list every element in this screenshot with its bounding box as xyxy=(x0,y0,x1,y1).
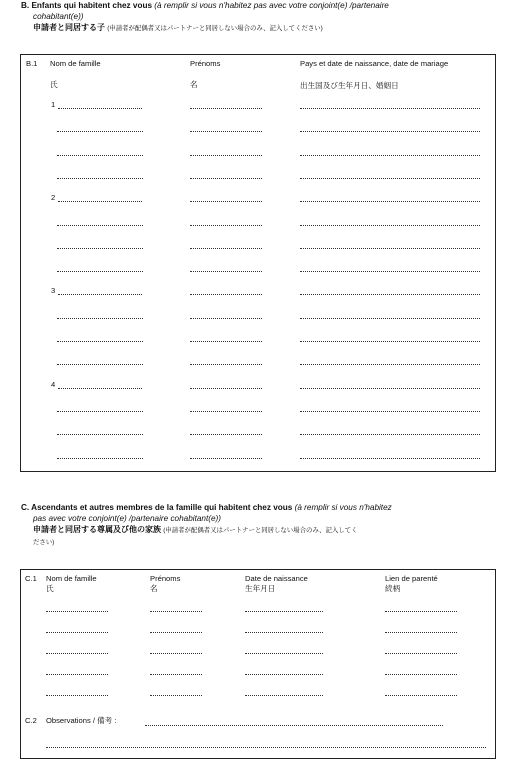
section-c-title-italic-cont: pas avec votre conjoint(e) /partenaire cohabitant(e)) xyxy=(33,514,221,523)
b-prenoms-field-1-3[interactable] xyxy=(190,155,262,156)
b-prenoms-field-4-1[interactable] xyxy=(190,388,262,389)
b-nom-field-2-1[interactable] xyxy=(58,201,142,202)
c-lien-field-4[interactable] xyxy=(385,674,457,675)
section-c-heading xyxy=(21,502,499,548)
observations-field-2[interactable] xyxy=(46,747,486,748)
section-c2-code: C.2 xyxy=(25,716,37,725)
section-c1-code: C.1 xyxy=(25,574,37,583)
b-pays-field-2-3[interactable] xyxy=(300,248,480,249)
entry-number-2: 2 xyxy=(51,193,56,203)
b-pays-field-3-3[interactable] xyxy=(300,341,480,342)
b-pays-field-3-2[interactable] xyxy=(300,318,480,319)
c-prenoms-field-2[interactable] xyxy=(150,632,202,633)
b-pays-field-1-3[interactable] xyxy=(300,155,480,156)
section-c-title-jp-bold: 申請者と同居する尊属及び他の家族 xyxy=(33,525,161,534)
b-prenoms-field-2-4[interactable] xyxy=(190,271,262,272)
section-c-col-prenoms-jp: 名 xyxy=(150,584,158,593)
c-prenoms-field-1[interactable] xyxy=(150,611,202,612)
section-b-title-italic: (à remplir si vous n'habitez pas avec votre conjoint(e) /partenaire xyxy=(154,1,389,10)
b-prenoms-field-2-2[interactable] xyxy=(190,225,262,226)
c-lien-field-2[interactable] xyxy=(385,632,457,633)
c-date-field-5[interactable] xyxy=(245,695,323,696)
section-b-col-pays: Pays et date de naissance, date de mariage xyxy=(300,59,449,68)
b-nom-field-2-3[interactable] xyxy=(57,248,143,249)
b-nom-field-4-2[interactable] xyxy=(57,411,143,412)
b-prenoms-field-4-2[interactable] xyxy=(190,411,262,412)
section-b-col-prenoms-jp: 名 xyxy=(190,80,198,89)
b-prenoms-field-2-3[interactable] xyxy=(190,248,262,249)
b-pays-field-3-1[interactable] xyxy=(300,294,480,295)
c-date-field-2[interactable] xyxy=(245,632,323,633)
b-nom-field-1-2[interactable] xyxy=(57,131,143,132)
section-b-heading xyxy=(21,0,499,34)
b-prenoms-field-1-1[interactable] xyxy=(190,108,262,109)
b-prenoms-field-3-2[interactable] xyxy=(190,318,262,319)
b-pays-field-2-2[interactable] xyxy=(300,225,480,226)
section-b-title xyxy=(21,0,499,11)
b-pays-field-1-4[interactable] xyxy=(300,178,480,179)
b-prenoms-field-1-2[interactable] xyxy=(190,131,262,132)
section-b-col-pays-jp: 出生国及び生年月日、婚姻日 xyxy=(300,81,399,90)
c-lien-field-1[interactable] xyxy=(385,611,457,612)
b-pays-field-4-1[interactable] xyxy=(300,388,480,389)
section-c-title-italic: (à remplir si vous n'habitez xyxy=(294,503,392,512)
b-nom-field-2-2[interactable] xyxy=(57,225,143,226)
b-nom-field-3-1[interactable] xyxy=(58,294,142,295)
section-b-col-nom-jp: 氏 xyxy=(50,80,58,89)
b-pays-field-4-3[interactable] xyxy=(300,434,480,435)
section-b-title-italic-cont: cohabitant(e)) xyxy=(33,12,84,21)
section-c-table xyxy=(20,569,496,759)
section-c-title xyxy=(21,502,499,513)
b-prenoms-field-3-3[interactable] xyxy=(190,341,262,342)
b-nom-field-3-4[interactable] xyxy=(57,364,143,365)
section-c-title-bold: C. Ascendants et autres membres de la famille qui habitent chez vous xyxy=(21,503,293,512)
c-nom-field-5[interactable] xyxy=(46,695,108,696)
b-pays-field-2-4[interactable] xyxy=(300,271,480,272)
section-c-col-prenoms: Prénoms xyxy=(150,574,181,583)
section-c-col-date: Date de naissance xyxy=(245,574,308,583)
b-prenoms-field-1-4[interactable] xyxy=(190,178,262,179)
c-nom-field-2[interactable] xyxy=(46,632,108,633)
c-date-field-3[interactable] xyxy=(245,653,323,654)
section-b-col-prenoms: Prénoms xyxy=(190,59,221,68)
section-c-title-jp xyxy=(21,524,499,536)
b-nom-field-4-4[interactable] xyxy=(57,458,143,459)
b-prenoms-field-2-1[interactable] xyxy=(190,201,262,202)
section-c-col-lien-jp: 続柄 xyxy=(385,584,401,593)
b-pays-field-4-4[interactable] xyxy=(300,458,480,459)
section-c-title-jp-note-cont: ださい) xyxy=(33,539,55,546)
b-pays-field-4-2[interactable] xyxy=(300,411,480,412)
b-nom-field-1-4[interactable] xyxy=(57,178,143,179)
b-prenoms-field-3-4[interactable] xyxy=(190,364,262,365)
section-b-col-nom: Nom de famille xyxy=(50,59,101,68)
c-prenoms-field-4[interactable] xyxy=(150,674,202,675)
b-nom-field-2-4[interactable] xyxy=(57,271,143,272)
b-nom-field-3-3[interactable] xyxy=(57,341,143,342)
section-c-title-jp-cont xyxy=(21,536,499,548)
b-pays-field-1-1[interactable] xyxy=(300,108,480,109)
b-nom-field-3-2[interactable] xyxy=(57,318,143,319)
section-b-table xyxy=(20,54,496,472)
b-pays-field-1-2[interactable] xyxy=(300,131,480,132)
c-lien-field-5[interactable] xyxy=(385,695,457,696)
observations-field-1[interactable] xyxy=(145,725,443,726)
b-pays-field-2-1[interactable] xyxy=(300,201,480,202)
section-b-title-jp-bold: 申請者と同居する子 xyxy=(33,23,105,32)
b-nom-field-1-3[interactable] xyxy=(57,155,143,156)
section-b-code: B.1 xyxy=(26,59,38,68)
entry-number-1: 1 xyxy=(51,100,56,109)
b-prenoms-field-3-1[interactable] xyxy=(190,294,262,295)
c-date-field-4[interactable] xyxy=(245,674,323,675)
b-pays-field-3-4[interactable] xyxy=(300,364,480,365)
c-date-field-1[interactable] xyxy=(245,611,323,612)
section-b-title-jp xyxy=(21,22,499,34)
section-c-col-nom-jp: 氏 xyxy=(46,584,54,593)
c-nom-field-4[interactable] xyxy=(46,674,108,675)
entry-number-4: 4 xyxy=(51,379,56,389)
section-c-col-lien: Lien de parenté xyxy=(385,574,438,583)
b-prenoms-field-4-3[interactable] xyxy=(190,434,262,435)
entry-number-3: 3 xyxy=(51,286,56,296)
section-b-title-jp-note: (申請者が配偶者又はパートナーと同居しない場合のみ、記入してください) xyxy=(107,25,323,32)
c-nom-field-1[interactable] xyxy=(46,611,108,612)
c-nom-field-3[interactable] xyxy=(46,653,108,654)
section-c-title-jp-note: (申請者が配偶者又はパートナーと同居しない場合のみ、記入してく xyxy=(163,527,358,534)
c-prenoms-field-3[interactable] xyxy=(150,653,202,654)
b-nom-field-4-1[interactable] xyxy=(58,388,142,389)
c-lien-field-3[interactable] xyxy=(385,653,457,654)
c-prenoms-field-5[interactable] xyxy=(150,695,202,696)
b-nom-field-4-3[interactable] xyxy=(57,434,143,435)
section-c-col-nom: Nom de famille xyxy=(46,574,97,583)
section-c-col-date-jp: 生年月日 xyxy=(245,584,276,593)
b-nom-field-1-1[interactable] xyxy=(58,108,142,109)
b-prenoms-field-4-4[interactable] xyxy=(190,458,262,459)
section-b-title-bold: B. Enfants qui habitent chez vous xyxy=(21,1,153,10)
section-c2-label: Observations / 備考 : xyxy=(46,716,117,725)
